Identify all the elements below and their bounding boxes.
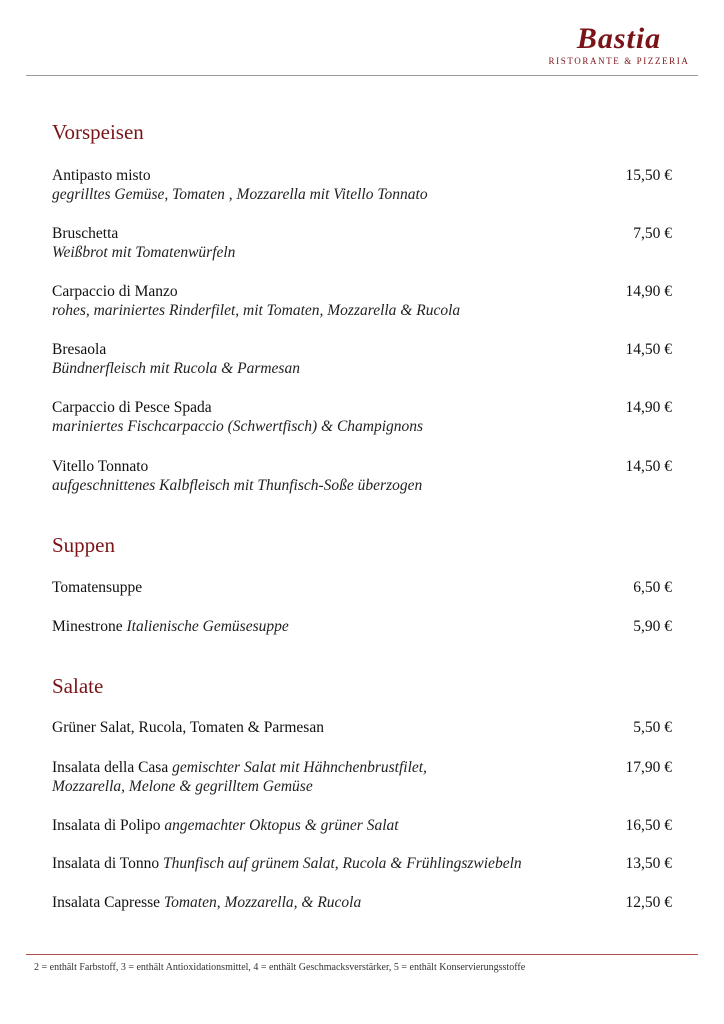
item-name: Antipasto misto: [52, 167, 151, 184]
item-name: Vitello Tonnato: [52, 458, 149, 475]
item-description: Italienische Gemüsesuppe: [126, 618, 289, 635]
item-price: 5,90 €: [633, 618, 672, 635]
item-price: 5,50 €: [633, 719, 672, 736]
item-name: Grüner Salat, Rucola, Tomaten & Parmesan: [52, 719, 324, 736]
item-price: 6,50 €: [633, 579, 672, 596]
menu-item: [52, 398, 672, 436]
menu-item: [52, 893, 672, 912]
menu-item: [52, 340, 672, 378]
item-name: Insalata di Polipo: [52, 817, 161, 834]
item-description: Weißbrot mit Tomatenwürfeln: [52, 244, 236, 261]
item-name: Bruschetta: [52, 225, 119, 242]
item-price: 7,50 €: [633, 225, 672, 242]
item-description: gegrilltes Gemüse, Tomaten , Mozzarella mit Vitello Tonnato: [52, 186, 428, 203]
item-name: Carpaccio di Pesce Spada: [52, 399, 212, 416]
item-description: angemachter Oktopus & grüner Salat: [164, 817, 399, 834]
header-divider: [26, 75, 698, 76]
item-description: Tomaten, Mozzarella, & Rucola: [163, 894, 362, 911]
item-name: Minestrone: [52, 618, 123, 635]
menu-item: [52, 816, 672, 835]
section-title-salate: Salate: [52, 674, 104, 698]
item-price: 16,50 €: [625, 817, 672, 834]
item-description: Bündnerfleisch mit Rucola & Parmesan: [52, 360, 300, 377]
item-price: 14,50 €: [625, 341, 672, 358]
item-name: Tomatensuppe: [52, 579, 143, 596]
item-price: 12,50 €: [625, 894, 672, 911]
item-price: 13,50 €: [625, 855, 672, 872]
menu-item: [52, 758, 672, 796]
footer-divider: [26, 954, 698, 955]
section-title-vorspeisen: Vorspeisen: [52, 120, 144, 144]
item-description: gemischter Salat mit Hähnchenbrustfilet,: [172, 759, 427, 776]
footnote: 2 = enthält Farbstoff, 3 = enthält Antioxidationsmittel, 4 = enthält Geschmacksverstärker, 5 = enthält Konservierungsstoffe: [34, 962, 526, 973]
brand-logo: [544, 24, 694, 66]
item-name: Carpaccio di Manzo: [52, 283, 178, 300]
section-title-suppen: Suppen: [52, 533, 115, 557]
item-description: mariniertes Fischcarpaccio (Schwertfisch) & Champignons: [52, 418, 424, 435]
item-name: Insalata Capresse: [52, 894, 161, 911]
item-price: 15,50 €: [625, 167, 672, 184]
menu-item: [52, 457, 672, 495]
item-name: Insalata di Tonno: [52, 855, 160, 872]
item-price: 17,90 €: [625, 759, 672, 776]
menu-item: [52, 166, 672, 204]
menu-item: [52, 578, 672, 597]
item-description: aufgeschnittenes Kalbfleisch mit Thunfisch-Soße überzogen: [52, 477, 423, 494]
menu-item: [52, 282, 672, 320]
menu-item: [52, 854, 672, 873]
menu-item: [52, 224, 672, 262]
brand-name: Bastia: [576, 22, 662, 55]
menu-item: [52, 617, 672, 636]
item-description-line2: Mozzarella, Melone & gegrilltem Gemüse: [52, 778, 313, 795]
menu-item: [52, 718, 672, 737]
item-price: 14,90 €: [625, 399, 672, 416]
item-name: Bresaola: [52, 341, 107, 358]
item-name: Insalata della Casa: [52, 759, 169, 776]
brand-subtitle: RISTORANTE & PIZZERIA: [548, 56, 690, 66]
item-price: 14,90 €: [625, 283, 672, 300]
item-description: Thunfisch auf grünem Salat, Rucola & Frühlingszwiebeln: [162, 855, 522, 872]
item-price: 14,50 €: [625, 458, 672, 475]
item-description: rohes, mariniertes Rinderfilet, mit Tomaten, Mozzarella & Rucola: [52, 302, 461, 319]
